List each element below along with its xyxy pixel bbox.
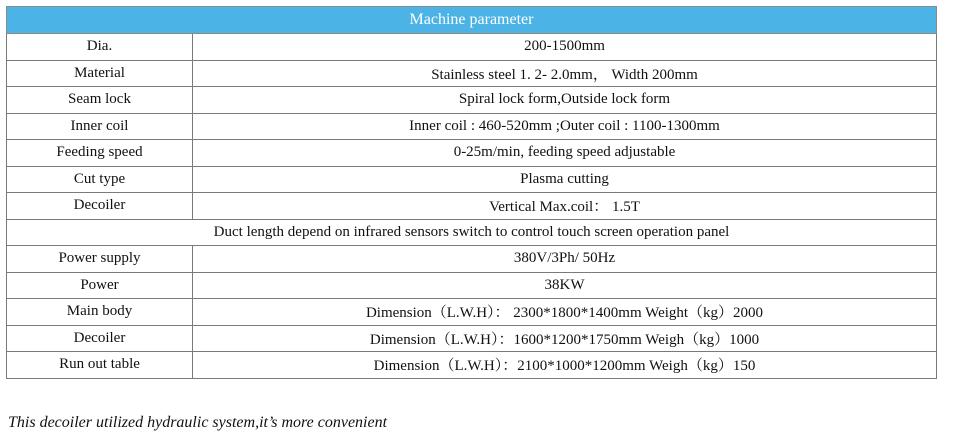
table-row xyxy=(7,246,937,273)
table-row xyxy=(7,113,937,140)
span-note: Duct length depend on infrared sensors switch to control touch screen operation panel xyxy=(7,219,937,246)
row-label: Feeding speed xyxy=(7,140,193,167)
table-row xyxy=(7,193,937,220)
table-row xyxy=(7,87,937,114)
table-row xyxy=(7,166,937,193)
row-label: Cut type xyxy=(7,166,193,193)
row-label: Main body xyxy=(7,299,193,326)
row-value: Plasma cutting xyxy=(193,166,937,193)
row-value: Vertical Max.coil： 1.5T xyxy=(193,193,937,220)
row-value: 0-25m/min, feeding speed adjustable xyxy=(193,140,937,167)
table-span-row xyxy=(7,219,937,246)
row-label: Decoiler xyxy=(7,193,193,220)
row-value: 380V/3Ph/ 50Hz xyxy=(193,246,937,273)
row-label: Power xyxy=(7,272,193,299)
row-value: Dimension（L.W.H）：2100*1000*1200mm Weigh（kg）150 xyxy=(193,352,937,379)
row-label: Run out table xyxy=(7,352,193,379)
row-value: 38KW xyxy=(193,272,937,299)
table-row xyxy=(7,352,937,379)
table-row xyxy=(7,60,937,87)
machine-parameter-table xyxy=(6,6,937,379)
table-row xyxy=(7,140,937,167)
row-label: Material xyxy=(7,60,193,87)
row-value: Dimension（L.W.H）： 2300*1800*1400mm Weight（kg）2000 xyxy=(193,299,937,326)
row-value: Inner coil : 460-520mm ;Outer coil : 1100-1300mm xyxy=(193,113,937,140)
row-value: 200-1500mm xyxy=(193,34,937,61)
row-label: Dia. xyxy=(7,34,193,61)
table-row xyxy=(7,34,937,61)
table-header-row xyxy=(7,7,937,34)
footnote-text: This decoiler utilized hydraulic system,it’s more convenient xyxy=(8,414,388,431)
row-value: Stainless steel 1. 2- 2.0mm， Width 200mm xyxy=(193,60,937,87)
row-value: Spiral lock form,Outside lock form xyxy=(193,87,937,114)
row-label: Decoiler xyxy=(7,325,193,352)
row-label: Power supply xyxy=(7,246,193,273)
row-label: Inner coil xyxy=(7,113,193,140)
table-row xyxy=(7,299,937,326)
row-value: Dimension（L.W.H）：1600*1200*1750mm Weigh（kg）1000 xyxy=(193,325,937,352)
row-label: Seam lock xyxy=(7,87,193,114)
table-title: Machine parameter xyxy=(7,7,937,34)
table-row xyxy=(7,325,937,352)
table-row xyxy=(7,272,937,299)
